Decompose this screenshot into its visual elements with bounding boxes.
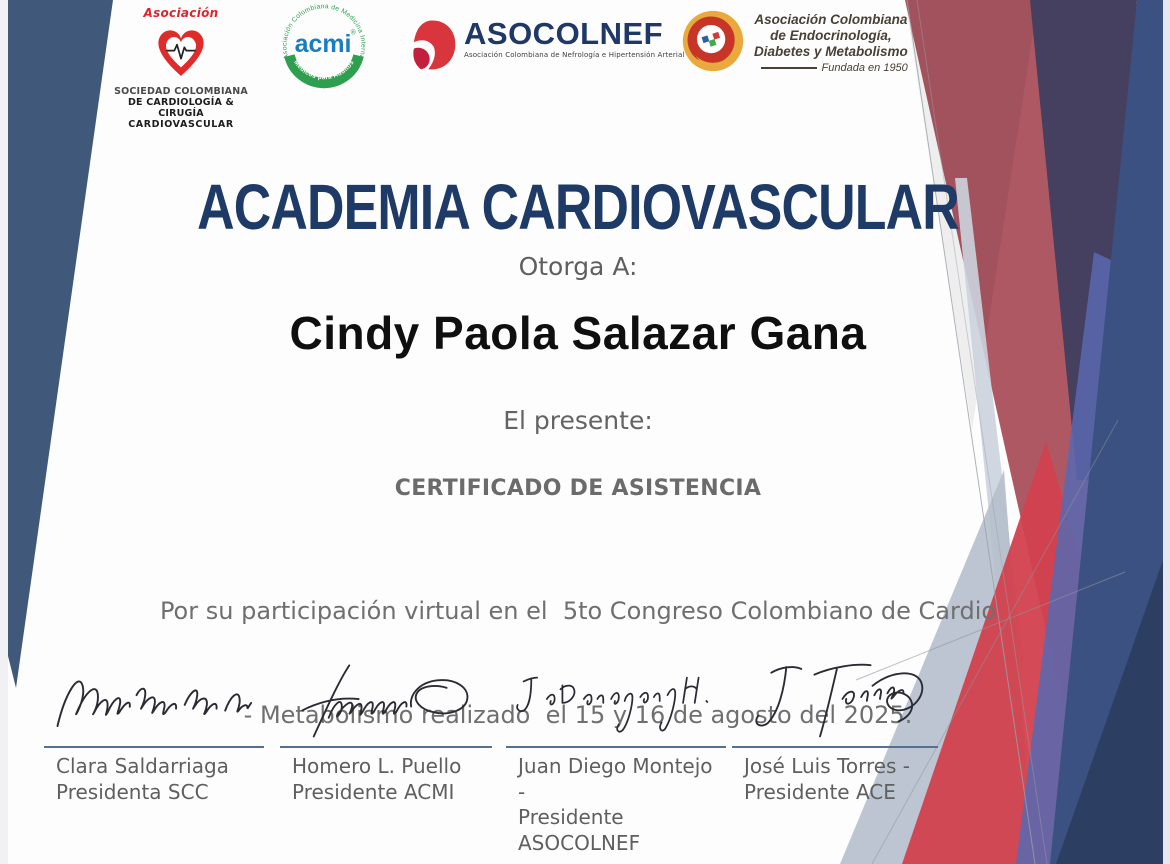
ace-name-line1: Asociación Colombiana [754, 12, 908, 27]
signature-homero-puello [280, 656, 486, 744]
signature-block-homero-puello [280, 652, 492, 805]
description-line1: Por su participación virtual en el 5to Congreso Colombiano de Cardio [159, 596, 997, 625]
signatory-role: Presidente ACE [744, 779, 896, 804]
ace-founded-text: Fundada en 1950 [821, 61, 908, 74]
signatory-name: Homero L. Puello [292, 754, 462, 778]
scc-name-line3: CARDIOVASCULAR [128, 119, 234, 130]
asocolnef-caption: Asociación Colombiana de Nefrología e Hipertensión Arterial [464, 51, 685, 59]
signature-jose-luis-torres [732, 652, 938, 744]
signature-juan-diego-montejo [506, 656, 720, 744]
acmi-wordmark: acmi [294, 29, 352, 58]
signatory-name: Clara Saldarriaga [56, 754, 229, 778]
ace-badge-icon [680, 8, 746, 74]
signatory-name: José Luis Torres - [744, 754, 911, 778]
scc-name-line1: SOCIEDAD COLOMBIANA [114, 86, 248, 97]
scc-name-line2: DE CARDIOLOGÍA & CIRUGÍA [127, 97, 235, 119]
logo-ace [680, 8, 908, 74]
signature-clara-saldarriaga [44, 656, 256, 744]
present-label: El presente: [503, 406, 653, 435]
signature-block-clara-saldarriaga [44, 652, 264, 805]
acmi-registered-mark: ® [349, 28, 357, 37]
description-line2: - Metabolismo realizado el 15 y 16 de agosto del 2025. [243, 700, 913, 729]
asocolnef-wordmark: ASOCOLNEF [464, 16, 664, 51]
asocolnef-kidney-icon [404, 16, 458, 74]
signature-block-jose-luis-torres [732, 652, 938, 805]
logo-scc [106, 6, 256, 130]
heart-ekg-icon [146, 20, 216, 80]
signatory-name: Juan Diego Montejo - [518, 754, 713, 804]
grants-label: Otorga A: [518, 252, 638, 281]
ace-name-line2: de Endocrinología, [770, 27, 892, 43]
logo-acmi [276, 0, 372, 94]
acmi-arc-top-text: Asociación Colombiana de Medicina Interna [281, 3, 367, 60]
signatory-role: Presidente ASOCOLNEF [518, 805, 641, 855]
recipient-name: Cindy Paola Salazar Gana [289, 307, 867, 359]
signatory-role: Presidenta SCC [56, 779, 209, 804]
ace-founded-rule [761, 67, 817, 69]
signatory-role: Presidente ACMI [292, 779, 455, 804]
scc-association-label: Asociación [143, 6, 219, 20]
logo-asocolnef [404, 16, 685, 74]
acmi-arc-bottom-text: Médicos para Adultos [292, 59, 356, 82]
certificate-type: CERTIFICADO DE ASISTENCIA [394, 476, 762, 501]
page-title: ACADEMIA CARDIOVASCULAR [197, 171, 959, 243]
signature-block-juan-diego-montejo [506, 652, 726, 856]
ace-name-line3: Diabetes y Metabolismo [754, 43, 908, 59]
